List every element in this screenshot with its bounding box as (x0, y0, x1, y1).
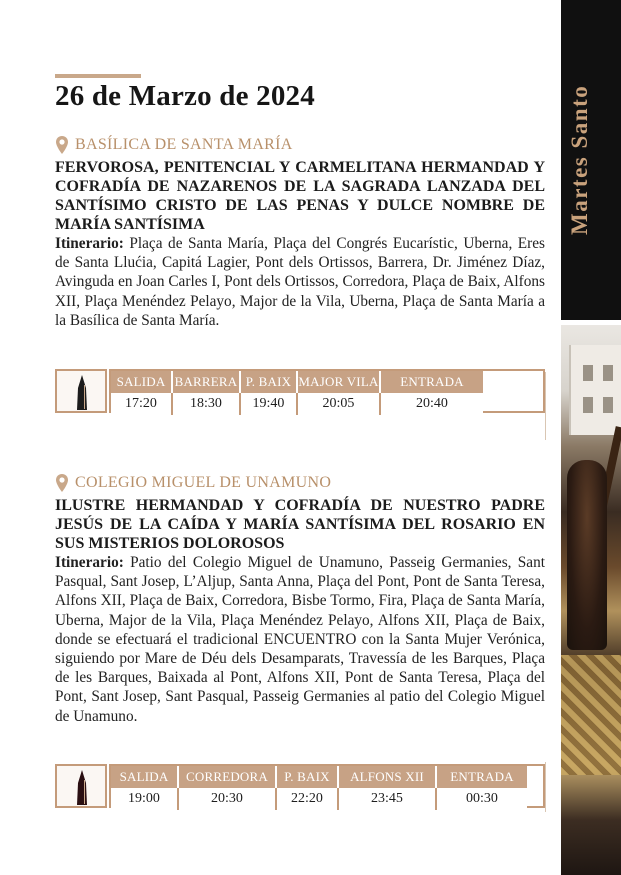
schedule-grid (109, 369, 545, 413)
schedule-header: MAJOR VILA (298, 371, 381, 393)
schedule-time: 20:30 (179, 788, 277, 810)
day-label: Martes Santo (567, 84, 592, 236)
schedule-header: SALIDA (111, 766, 179, 788)
schedule-time: 18:30 (173, 393, 241, 415)
nazareno-cell (55, 369, 107, 413)
procession-entry (55, 134, 545, 330)
schedule-header: BARRERA (173, 371, 241, 393)
schedule-time-row (111, 393, 543, 415)
photo-building (569, 345, 621, 435)
schedule-time: 20:05 (298, 393, 381, 415)
nazareno-icon (75, 375, 89, 411)
schedule-time: 19:00 (111, 788, 179, 810)
schedule-header: SALIDA (111, 371, 173, 393)
photo-window (603, 397, 613, 413)
itinerary-label: Itinerario: (55, 554, 124, 571)
nazareno-cell (55, 764, 107, 808)
schedule-header-row (111, 371, 543, 393)
brotherhood-name: ILUSTRE HERMANDAD Y COFRADÍA DE NUESTRO PADRE JESÚS DE LA CAÍDA Y MARÍA SANTÍSIMA DEL ROSARIO EN SUS MISTERIOS DOLOROSOS (55, 497, 545, 552)
location-name: BASÍLICA DE SANTA MARÍA (75, 136, 293, 153)
date-rule (55, 74, 141, 78)
schedule-time: 22:20 (277, 788, 339, 810)
location-pin-icon (55, 473, 69, 493)
schedule-table (55, 764, 545, 808)
schedule-header-row (111, 766, 543, 788)
schedule-header: ALFONS XII (339, 766, 437, 788)
nazareno-icon (75, 770, 89, 806)
location-pin-icon (55, 135, 69, 155)
itinerary-route: Patio del Colegio Miguel de Unamuno, Passeig Germanies, Sant Pasqual, Sant Josep, L’Aljup, Santa Anna, Plaça del Pont, Pont de Santa Teresa, Alfons XII, Plaça de Baix, Corredora, Bisbe Tormo, Fira, Plaça de Santa María, Uberna, Major de la Vila, Plaça Menéndez Pelayo, Alfons XII, Plaça de Baix, donde se efectuará el tradicional ENCUENTRO con la Santa Mujer Verónica, siguiendo por Mare de Déu dels Desamparats, Travessía de les Barques, Plaça de les Barques, Baixada al Pont, Alfons XII, Pont de Santa Teresa, Plaça del Pont, Sant Josep, Sant Pasqual, Passeig Germanies al patio del Colegio Miguel de Unamuno. (55, 554, 545, 725)
schedule-header: P. BAIX (241, 371, 298, 393)
location-name: COLEGIO MIGUEL DE UNAMUNO (75, 474, 332, 491)
itinerary-text (55, 234, 545, 330)
location-row (55, 134, 545, 156)
schedule-header: ENTRADA (381, 371, 483, 393)
schedule-time: 20:40 (381, 393, 483, 415)
schedule-grid (109, 764, 545, 808)
column-divider (545, 372, 546, 440)
photo-window (603, 365, 613, 381)
schedule-time: 23:45 (339, 788, 437, 810)
procession-entry (55, 472, 545, 726)
schedule-header: CORREDORA (179, 766, 277, 788)
photo-throne (561, 655, 621, 775)
page-date: 26 de Marzo de 2024 (55, 80, 315, 112)
photo-window (583, 397, 593, 413)
itinerary-text (55, 553, 545, 726)
schedule-header: ENTRADA (437, 766, 527, 788)
itinerary-route: Plaça de Santa María, Plaça del Congrés Eucarístic, Uberna, Eres de Santa Llućia, Capitá Lagier, Pont dels Ortissos, Barrera, Dr. Jiménez Díaz, Avinguda en Joan Carles I, Pont dels Ortissos, Corredora, Plaça de Baix, Alfons XII, Plaça Menéndez Pelayo, Major de la Vila, Uberna, Plaça de Santa María a la Basílica de Santa María. (55, 235, 545, 329)
column-divider (545, 762, 546, 812)
schedule-time-row (111, 788, 543, 810)
schedule-time: 17:20 (111, 393, 173, 415)
schedule-table (55, 369, 545, 413)
itinerary-label: Itinerario: (55, 235, 124, 252)
photo-window (583, 365, 593, 381)
location-row (55, 472, 545, 494)
procession-photo (561, 325, 621, 875)
photo-figure (567, 460, 607, 650)
schedule-header: P. BAIX (277, 766, 339, 788)
schedule-time: 19:40 (241, 393, 298, 415)
brotherhood-name: FERVOROSA, PENITENCIAL Y CARMELITANA HERMANDAD Y COFRADÍA DE NAZARENOS DE LA SAGRADA LANZADA DEL SANTÍSIMO CRISTO DE LAS PENAS Y DULCE NOMBRE DE MARÍA SANTÍSIMA (55, 159, 545, 233)
schedule-time: 00:30 (437, 788, 527, 810)
